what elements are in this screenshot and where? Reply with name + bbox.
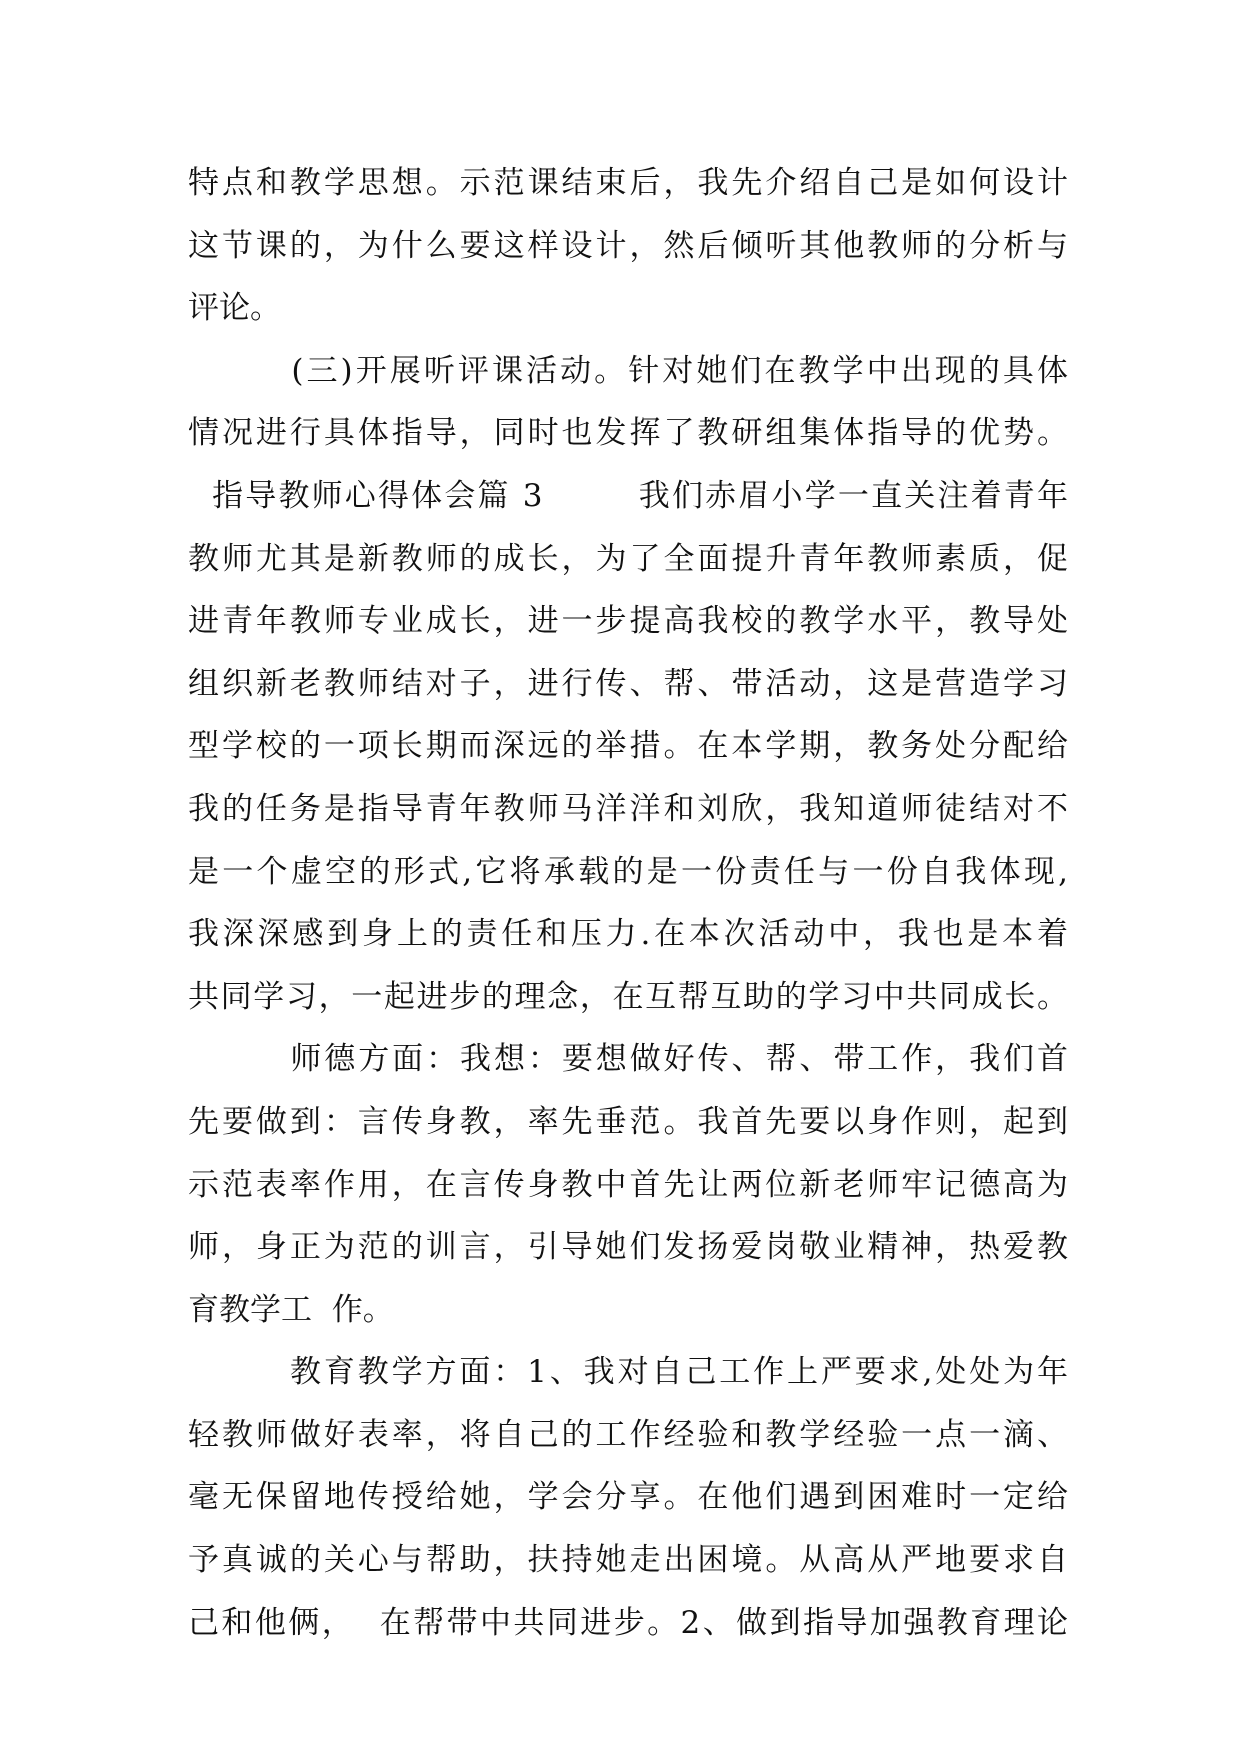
text-line: 指导教师心得体会篇 3 我们赤眉小学一直关注着青年 xyxy=(188,477,1068,514)
text-line: 育教学工 作。 xyxy=(188,1291,394,1328)
text-line: 特点和教学思想。示范课结束后，我先介绍自己是如何设计 xyxy=(188,165,1068,201)
text-line: (三)开展听评课活动。针对她们在教学中出现的具体 xyxy=(188,352,1068,389)
text-line: 这节课的，为什么要这样设计，然后倾听其他教师的分析与 xyxy=(188,227,1068,264)
text-line: 组织新老教师结对子，进行传、帮、带活动，这是营造学习 xyxy=(188,665,1068,702)
text-line: 毫无保留地传授给她，学会分享。在他们遇到困难时一定给 xyxy=(188,1479,1068,1516)
text-line: 是一个虚空的形式,它将承载的是一份责任与一份自我体现, xyxy=(188,853,1068,890)
text-line: 予真诚的关心与帮助，扶持她走出困境。从高从严地要求自 xyxy=(188,1542,1068,1579)
text-line: 示范表率作用，在言传身教中首先让两位新老师牢记德高为 xyxy=(188,1166,1068,1203)
text-line: 轻教师做好表率，将自己的工作经验和教学经验一点一滴、 xyxy=(188,1416,1068,1453)
text-line: 型学校的一项长期而深远的举措。在本学期，教务处分配给 xyxy=(188,728,1068,765)
text-line: 己和他俩， 在帮带中共同进步。2、做到指导加强教育理论 xyxy=(188,1604,1068,1641)
body-text xyxy=(188,152,1068,1654)
text-line: 师德方面：我想：要想做好传、帮、带工作，我们首 xyxy=(188,1041,1068,1078)
text-line: 我的任务是指导青年教师马洋洋和刘欣，我知道师徒结对不 xyxy=(188,790,1068,827)
text-line: 师，身正为范的训言，引导她们发扬爱岗敬业精神，热爱教 xyxy=(188,1229,1068,1266)
text-line: 评论。 xyxy=(188,290,281,327)
text-line: 情况进行具体指导，同时也发挥了教研组集体指导的优势。 xyxy=(188,415,1068,452)
text-line: 共同学习，一起进步的理念，在互帮互助的学习中共同成长。 xyxy=(188,978,1068,1015)
text-line: 我深深感到身上的责任和压力.在本次活动中，我也是本着 xyxy=(188,916,1068,953)
text-line: 教师尤其是新教师的成长，为了全面提升青年教师素质，促 xyxy=(188,540,1068,577)
text-line: 先要做到：言传身教，率先垂范。我首先要以身作则，起到 xyxy=(188,1103,1068,1140)
text-line: 教育教学方面：1、我对自己工作上严要求,处处为年 xyxy=(188,1354,1068,1391)
text-line: 进青年教师专业成长，进一步提高我校的教学水平，教导处 xyxy=(188,603,1068,640)
